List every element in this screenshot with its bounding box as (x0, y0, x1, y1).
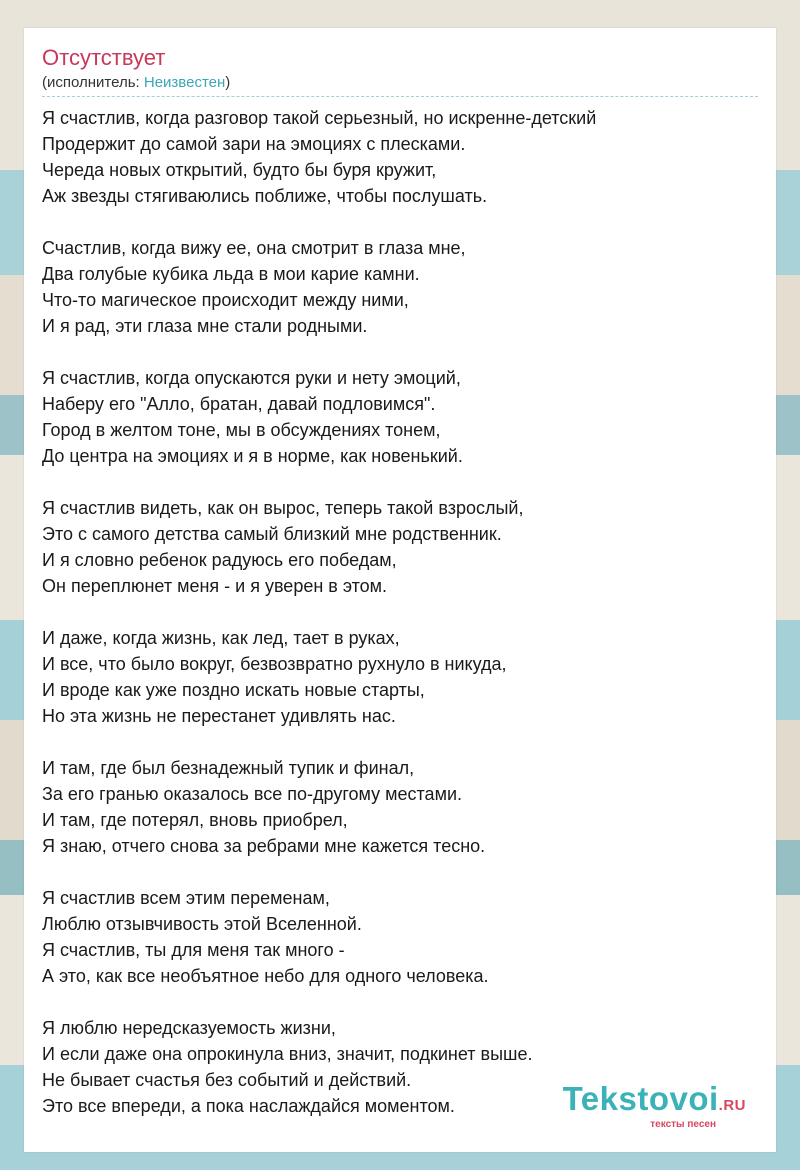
lyrics-line: До центра на эмоциях и я в норме, как новенький. (42, 446, 463, 466)
lyrics-line: И я словно ребенок радуюсь его победам, (42, 550, 397, 570)
lyrics-stanza (42, 105, 766, 209)
lyrics-card (24, 28, 776, 1152)
lyrics-line: И там, где был безнадежный тупик и финал, (42, 758, 415, 778)
lyrics-line: И я рад, эти глаза мне стали родными. (42, 316, 368, 336)
lyrics-stanza (42, 625, 766, 729)
lyrics-stanza (42, 495, 766, 599)
lyrics-line: Я знаю, отчего снова за ребрами мне кажется тесно. (42, 836, 486, 856)
lyrics-stanza (42, 755, 766, 859)
logo-tld: .RU (718, 1097, 746, 1114)
logo-name: Tekstovoi (562, 1080, 719, 1117)
site-logo[interactable] (563, 1082, 746, 1130)
lyrics-line: Это с самого детства самый близкий мне родственник. (42, 524, 502, 544)
lyrics-text (42, 105, 766, 1145)
lyrics-stanza (42, 365, 766, 469)
lyrics-line: Люблю отзывчивость этой Вселенной. (42, 914, 362, 934)
lyrics-line: Город в желтом тоне, мы в обсуждениях тонем, (42, 420, 441, 440)
lyrics-line: И там, где потерял, вновь приобрел, (42, 810, 348, 830)
artist-link[interactable]: Неизвестен (143, 74, 226, 91)
lyrics-line: Наберу его "Алло, братан, давай подловимся". (42, 394, 436, 414)
header-divider (42, 96, 758, 97)
lyrics-line: Я счастлив, когда опускаются руки и нету эмоций, (42, 368, 461, 388)
lyrics-stanza (42, 885, 766, 989)
artist-line (42, 74, 758, 92)
artist-suffix: ) (225, 74, 231, 91)
lyrics-line: Два голубые кубика льда в мои карие камни. (42, 264, 420, 284)
lyrics-line: Счастлив, когда вижу ее, она смотрит в глаза мне, (42, 238, 466, 258)
lyrics-line: И все, что было вокруг, безвозвратно рухнуло в никуда, (42, 654, 507, 674)
logo-tagline: тексты песен (650, 1119, 716, 1130)
lyrics-line: Я счастлив, когда разговор такой серьезный, но искренне-детский (42, 108, 597, 128)
lyrics-line: И вроде как уже поздно искать новые старты, (42, 680, 425, 700)
song-title: Отсутствует (42, 45, 166, 70)
logo-wordmark (563, 1082, 746, 1123)
lyrics-line: Череда новых открытий, будто бы буря кружит, (42, 160, 437, 180)
lyrics-line: Аж звезды стягиваюлись поближе, чтобы послушать. (42, 186, 488, 206)
lyrics-line: Я люблю нередсказуемость жизни, (42, 1018, 336, 1038)
lyrics-stanza (42, 235, 766, 339)
lyrics-line: И если даже она опрокинула вниз, значит, подкинет выше. (42, 1044, 533, 1064)
lyrics-line: Я счастлив, ты для меня так много - (42, 940, 345, 960)
lyrics-line: За его гранью оказалось все по-другому местами. (42, 784, 462, 804)
lyrics-line: Я счастлив видеть, как он вырос, теперь такой взрослый, (42, 498, 524, 518)
lyrics-line: А это, как все необъятное небо для одного человека. (42, 966, 489, 986)
lyrics-line: Я счастлив всем этим переменам, (42, 888, 330, 908)
song-header (42, 44, 758, 97)
lyrics-line: Это все впереди, а пока наслаждайся моментом. (42, 1096, 455, 1116)
lyrics-line: Продержит до самой зари на эмоциях с плесками. (42, 134, 466, 154)
lyrics-line: Но эта жизнь не перестанет удивлять нас. (42, 706, 396, 726)
lyrics-line: И даже, когда жизнь, как лед, тает в руках, (42, 628, 400, 648)
lyrics-line: Не бывает счастья без событий и действий. (42, 1070, 412, 1090)
lyrics-line: Он переплюнет меня - и я уверен в этом. (42, 576, 388, 596)
artist-prefix: (исполнитель: (42, 74, 144, 91)
lyrics-line: Что-то магическое происходит между ними, (42, 290, 409, 310)
